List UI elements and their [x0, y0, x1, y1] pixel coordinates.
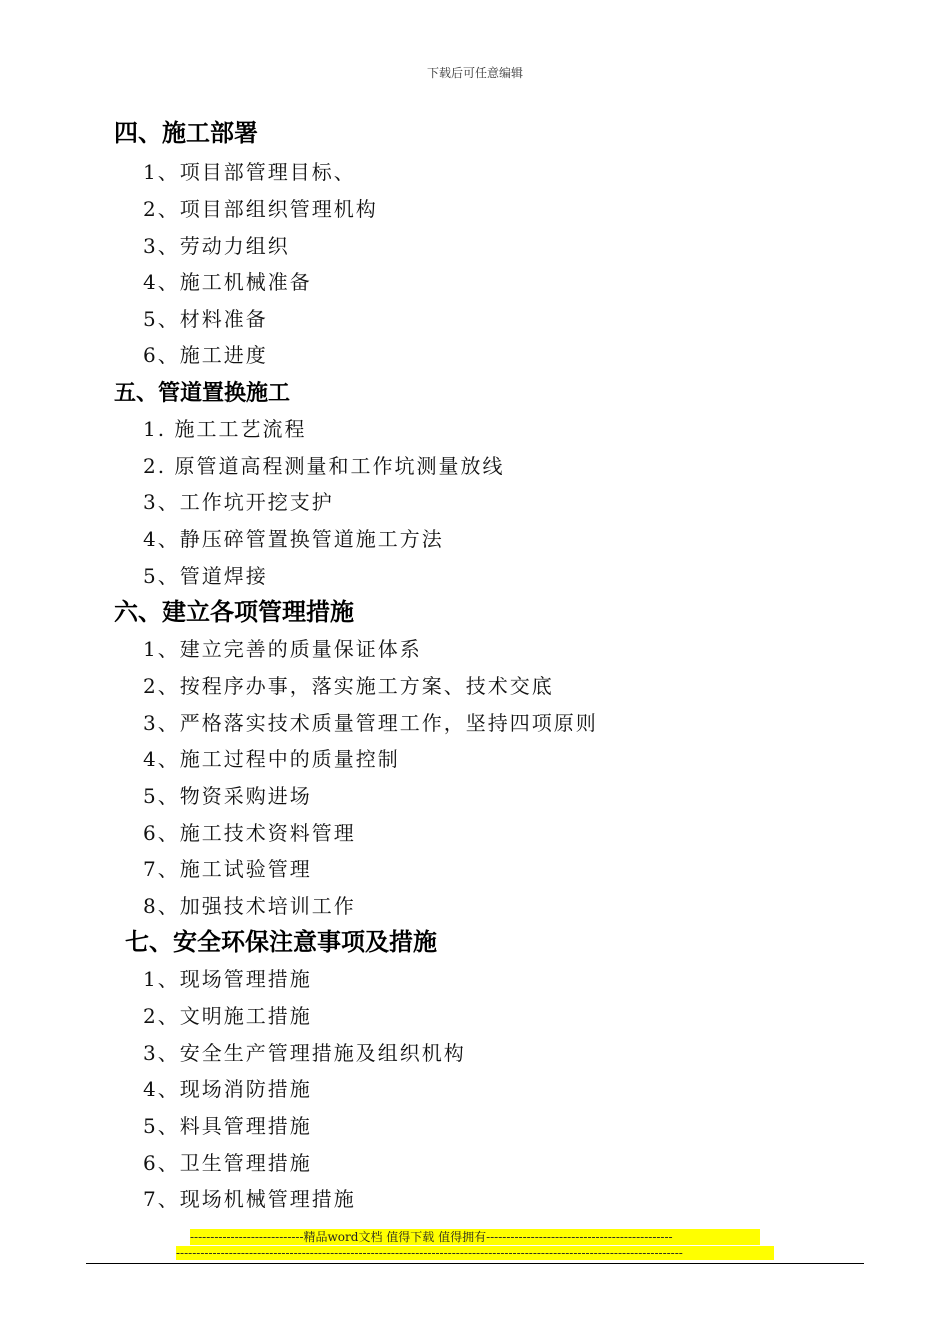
- section-title: 七、安全环保注意事项及措施: [125, 927, 437, 956]
- toc-item: 3、工作坑开挖支护: [143, 490, 334, 514]
- footer-dashes: -----------------------------------------------------------------------------------------------------------------------------: [176, 1246, 774, 1260]
- toc-item: 5、材料准备: [143, 307, 268, 331]
- toc-item: 4、施工机械准备: [143, 270, 312, 294]
- page-header: 下载后可任意编辑: [426, 66, 523, 80]
- toc-item: 2、项目部组织管理机构: [143, 197, 378, 221]
- toc-item: 7、现场机械管理措施: [143, 1187, 356, 1211]
- toc-item: 7、施工试验管理: [143, 857, 312, 881]
- toc-item: 8、加强技术培训工作: [143, 894, 356, 918]
- toc-item: 3、劳动力组织: [143, 234, 290, 258]
- toc-item: 1、现场管理措施: [143, 967, 312, 991]
- footer-banner: ----------------------------精品word文档 值得下载 值得拥有----------------------------------------------: [190, 1229, 760, 1245]
- section-title: 六、建立各项管理措施: [114, 597, 354, 626]
- toc-item: 1、建立完善的质量保证体系: [143, 637, 422, 661]
- toc-item: 3、严格落实技术质量管理工作，坚持四项原则: [143, 711, 598, 735]
- toc-item: 6、卫生管理措施: [143, 1151, 312, 1175]
- footer-rule: [86, 1263, 864, 1264]
- toc-item: 5、料具管理措施: [143, 1114, 312, 1138]
- toc-item: 4、静压碎管置换管道施工方法: [143, 527, 444, 551]
- toc-item: 5、物资采购进场: [143, 784, 312, 808]
- toc-item: 5、管道焊接: [143, 564, 268, 588]
- section-title: 四、施工部署: [114, 118, 258, 147]
- toc-item: 6、施工技术资料管理: [143, 821, 356, 845]
- toc-item: 1. 施工工艺流程: [143, 417, 307, 441]
- toc-item: 2. 原管道高程测量和工作坑测量放线: [143, 454, 505, 478]
- toc-item: 1、项目部管理目标、: [143, 160, 356, 184]
- section-title: 五、管道置换施工: [114, 380, 291, 406]
- toc-item: 2、文明施工措施: [143, 1004, 312, 1028]
- toc-item: 3、安全生产管理措施及组织机构: [143, 1041, 466, 1065]
- toc-item: 4、现场消防措施: [143, 1077, 312, 1101]
- toc-item: 4、施工过程中的质量控制: [143, 747, 400, 771]
- toc-item: 6、施工进度: [143, 343, 268, 367]
- toc-item: 2、按程序办事，落实施工方案、技术交底: [143, 674, 554, 698]
